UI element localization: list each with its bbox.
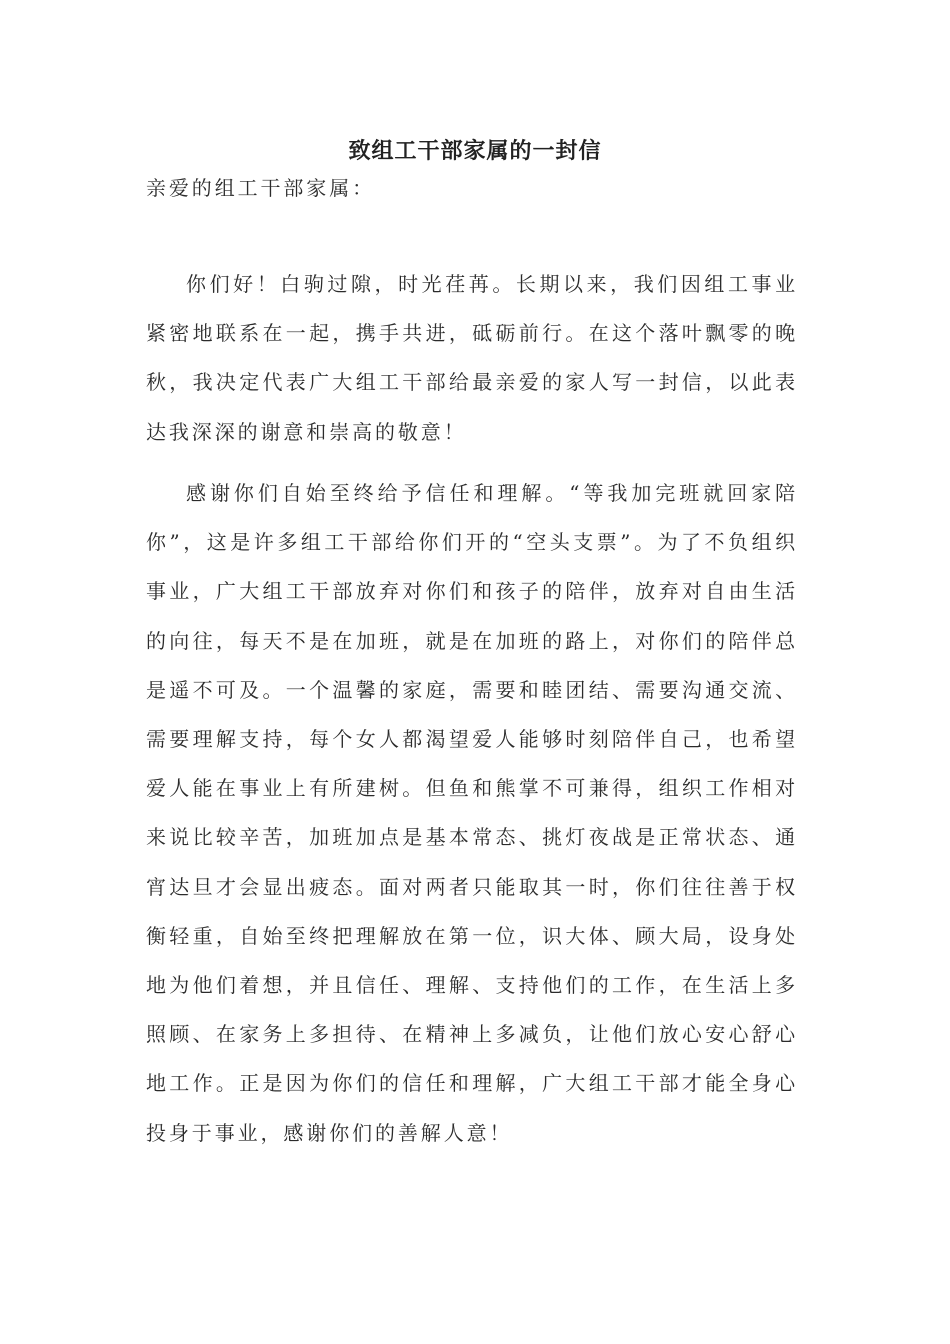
document-title: 致组工干部家属的一封信 (348, 138, 602, 164)
paragraph-greeting: 你们好！白驹过隙，时光荏苒。长期以来，我们因组工事业紧密地联系在一起，携手共进，砥砺前行。在这个落叶飘零的晚秋，我决定代表广大组工干部给最亲爱的家人写一封信，以此表达我深深的谢意和崇高的敬意！ (146, 272, 798, 444)
paragraph-thanks: 感谢你们自始至终给予信任和理解。“等我加完班就回家陪你”，这是许多组工干部给你们开的“空头支票”。为了不负组织事业，广大组工干部放弃对你们和孩子的陪伴，放弃对自由生活的向往，每天不是在加班，就是在加班的路上，对你们的陪伴总是遥不可及。一个温馨的家庭，需要和睦团结、需要沟通交流、需要理解支持，每个女人都渴望爱人能够时刻陪伴自己，也希望爱人能在事业上有所建树。但鱼和熊掌不可兼得，组织工作相对来说比较辛苦，加班加点是基本常态、挑灯夜战是正常状态、通宵达旦才会显出疲态。面对两者只能取其一时，你们往往善于权衡轻重，自始至终把理解放在第一位，识大体、顾大局，设身处地为他们着想，并且信任、理解、支持他们的工作，在生活上多照顾、在家务上多担待、在精神上多减负，让他们放心安心舒心地工作。正是因为你们的信任和理解，广大组工干部才能全身心投身于事业，感谢你们的善解人意！ (146, 481, 798, 1145)
salutation: 亲爱的组工干部家属： (146, 176, 375, 200)
